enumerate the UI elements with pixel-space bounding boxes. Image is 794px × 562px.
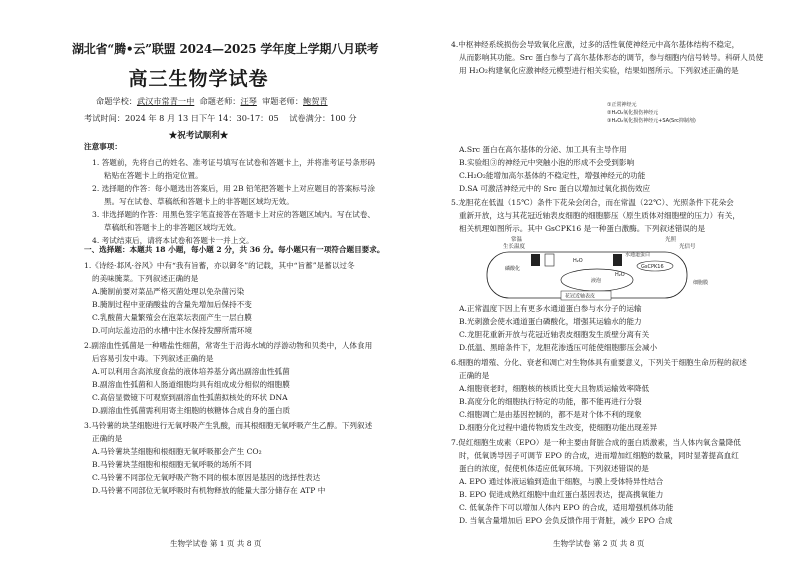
q4-stem-line: 用 H₂O₂构建氧化应激神经元模型进行相关实验，结果如图所示。下列叙述正确的是 [459, 66, 739, 75]
q5-option-c: C.龙胆花重新开放与花冠近轴表皮细胞发生质壁分离有关 [459, 330, 650, 339]
author-value: 汪琴 [240, 96, 257, 106]
label-h2o: H₂O [573, 258, 583, 264]
note-line: 3. 非选择题的作答：用黑色签字笔直接答在答题卡上对应的答题区域内。写在试卷、 [92, 210, 376, 219]
q4-option-c: C.H₂O₂能增加高尔基体的不稳定性，增强神经元的功能 [459, 171, 646, 180]
notes-title: 注意事项： [84, 142, 122, 151]
label-temp: 常温 [511, 237, 523, 243]
label-h2o: H₂O [615, 272, 625, 278]
section-heading: 一、选择题：本题共 18 小题，每小题 2 分，共 36 分。每小题只有一项符合题目要求。 [84, 245, 385, 254]
q5-stem-line: 重新开放，这与其花冠近轴表皮细胞的细胞膨压（原生质体对细胞壁的压力）有关， [459, 211, 740, 220]
exam-time-line [84, 113, 357, 124]
q3-stem-line: 正确的是 [92, 434, 123, 443]
q1-stem-line: 的美味腌菜。下列叙述正确的是 [92, 274, 199, 283]
page-footer: 生物学试卷 第 1 页 共 8 页 [170, 539, 262, 548]
label-vacuole: 液泡 [591, 278, 602, 284]
q5-option-b: B.光刺激会使水通道蛋白磷酸化，增强其运输水的能力 [459, 317, 642, 326]
q5-option-d: D.低温、黑暗条件下，龙胆花渗透压可能使细胞膨压会减小 [459, 343, 658, 352]
q6-option-c: C.细胞凋亡是由基因控制的，都不是对个体不利的现象 [459, 410, 642, 419]
label-flower: 花冠近轴表皮 [565, 293, 596, 300]
chart-legend [607, 101, 696, 124]
q2-stem-line: 后容易引发中毒。下列叙述正确的是 [92, 354, 214, 363]
q4-option-a: A.Src 蛋白在高尔基体的分泌、加工具有主导作用 [459, 145, 627, 154]
note-line: 1. 答题前，先将自己的姓名、准考证号填写在试卷和答题卡上，并将准考证号条形码 [92, 158, 376, 167]
note-line: 草稿纸和答题卡上的非答题区域均无效。 [104, 223, 241, 232]
school-label: 命题学校： [96, 96, 137, 106]
label-growth-temp: 生长温度 [503, 244, 526, 250]
q3-option-b: B.马铃薯块茎细胞和根细胞无氧呼吸的场所不同 [92, 460, 252, 469]
q7-stem-line: 时，低氧诱导因子可调节 EPO 的合成，进而增加红细胞的数量，同时显著提高血红 [459, 451, 739, 460]
legend-entry: ②H₂O₂氧化损伤神经元 [607, 110, 659, 116]
label-kinase: GsCPK16 [641, 264, 664, 270]
q3-stem-line: 3.马铃薯的块茎细胞进行无氧呼吸产生乳酸，而其根细胞无氧呼吸产生乙醇。下列叙述 [84, 421, 373, 430]
q7-option-b: B. EPO 促进成熟红细胞中血红蛋白基因表达，提高携氧能力 [459, 490, 664, 499]
q4-stem-line: 4.中枢神经系统损伤会导致氧化应激，过多的活性氧使神经元中高尔基体结构不稳定， [451, 40, 740, 49]
channel-protein [545, 254, 554, 266]
petal-cell-mechanism-diagram [457, 234, 757, 302]
q6-stem-line: 正确的是 [459, 371, 490, 380]
note-line: 黑。写在试卷、草稿纸和答题卡上的非答题区域均无效。 [104, 197, 294, 206]
q1-stem-line: 1.《诗经·邶风·谷风》中有“我有旨蓄，亦以御冬”的记载，其中“旨蓄”是蓄以过冬 [84, 261, 355, 270]
exam-score: 试卷满分：100 分 [289, 113, 357, 123]
q6-option-b: B.高度分化的细胞执行特定的功能，都不能再进行分裂 [459, 397, 642, 406]
blessing: ★祝考试顺利★ [168, 131, 229, 141]
q2-stem-line: 2.副溶血性弧菌是一种嗜盐性细菌，常寄生于沿海水域的浮游动物和贝类中，人体食用 [84, 341, 373, 350]
q4-stem-line: 从而影响其功能。Src 蛋白参与了高尔基体形态的调节，参与细胞内信号转导。科研人员使 [459, 53, 764, 62]
subject-title: 高三生物学试卷 [128, 68, 269, 90]
label-cell-membrane: 细胞膜 [693, 280, 709, 286]
exam-time: 考试时间：2024 年 8 月 13 日下午 14：30-17：05 [84, 113, 279, 123]
q3-option-c: C.马铃薯不同部位无氧呼吸产物不同的根本原因是基因的选择性表达 [92, 473, 321, 482]
legend-entry: ③H₂O₂氧化损伤神经元+SA(Src抑制剂) [607, 118, 696, 124]
reviewer-value: 鲍贺青 [303, 96, 328, 106]
q1-option-b: B.腌制过程中亚硝酸盐的含量先增加后保持不变 [92, 300, 252, 309]
q1-option-d: D.可向坛盖边沿的水槽中注水保持发酵所需环境 [92, 326, 253, 335]
q4-option-d: D.SA 可激活神经元中的 Src 蛋白以增加过氧化损伤效应 [459, 184, 651, 193]
page-footer: 生物学试卷 第 2 页 共 8 页 [553, 539, 645, 548]
right-page [397, 0, 794, 562]
q1-option-c: C.乳酸菌大量繁殖会在泡菜坛表面产生一层白膜 [92, 313, 252, 322]
q7-option-a: A. EPO 通过体液运输到造血干细胞，与膜上受体特异性结合 [459, 477, 664, 486]
q2-option-b: B.副溶血性弧菌和人肠道细胞均具有组成成分相似的细胞膜 [92, 380, 290, 389]
golgi-fragment-bar-chart [457, 76, 757, 142]
channel-protein [613, 254, 622, 266]
q5-stem-line: 相关机理如图所示。其中 GsCPK16 是一种蛋白激酶。下列叙述错误的是 [459, 224, 706, 233]
q3-option-a: A.马铃薯块茎细胞和根细胞无氧呼吸都会产生 CO₂ [92, 447, 262, 456]
q1-option-a: A.腌制前要对菜品严格灭菌处理以免杂菌污染 [92, 287, 245, 296]
label-light-signal: 光信号 [679, 244, 696, 250]
school-value: 武汉市常青一中 [136, 96, 195, 106]
q7-stem-line: 7.促红细胞生成素（EPO）是一种主要由肾脏合成的蛋白质激素，当人体内氧含量降低 [451, 438, 741, 447]
legend-entry: ①正常神经元 [607, 102, 637, 108]
exam-title-line: 湖北省“腾•云”联盟 2024—2025 学年度上学期八月联考 [72, 42, 379, 56]
reviewer-label: 审题老师： [262, 96, 304, 106]
note-line: 2. 选择题的作答：每小题选出答案后，用 2B 铅笔把答题卡上对应题目的答案标号涂 [92, 184, 376, 193]
channel-protein [531, 254, 540, 266]
authors-line [96, 96, 328, 107]
label-phospho: 磷酸化 [505, 266, 521, 272]
q7-option-d: D. 当氧含量增加后 EPO 会负反馈作用于肾脏，减少 EPO 合成 [459, 516, 673, 525]
note-line: 粘贴在答题卡上的指定位置。 [104, 171, 203, 180]
q2-option-c: C.高倍显微镜下可观察到副溶血性弧菌拟核处的环状 DNA [92, 393, 288, 402]
q4-option-b: B.实验组③的神经元中突触小泡的形成不会受到影响 [459, 158, 635, 167]
q2-option-a: A.可以利用含高浓度食盐的液体培养基分离出副溶血性弧菌 [92, 367, 290, 376]
q6-stem-line: 6.细胞的增殖、分化、衰老和凋亡对生物体具有重要意义，下列关于细胞生命历程的叙述 [451, 358, 747, 367]
note-line: 4. 考试结束后，请将本试卷和答题卡一并上交。 [92, 236, 254, 245]
author-label: 命题老师： [199, 96, 241, 106]
q3-option-d: D.马铃薯不同部位无氧呼吸时有机物释放的能量大部分储存在 ATP 中 [92, 486, 326, 495]
q7-option-c: C. 低氧条件下可以增加人体内 EPO 的合成，适用增强机体功能 [459, 503, 674, 512]
label-water-channel: 水通道蛋白 [625, 252, 651, 258]
q2-option-d: D.副溶血性弧菌需利用寄主细胞的核糖体合成自身的蛋白质 [92, 406, 291, 415]
q6-option-d: D.细胞分化过程中遗传物质发生改变，使细胞功能出现差异 [459, 423, 658, 432]
q5-stem-line: 5.龙胆花在低温（15℃）条件下花朵会闭合，而在常温（22℃）、光照条件下花朵会 [451, 198, 734, 207]
q6-option-a: A.细胞衰老时，细胞核的核质比变大且物质运输效率降低 [459, 384, 650, 393]
label-light: 光照 [665, 237, 677, 243]
q5-option-a: A.正常温度下因上有更多水通道蛋白参与水分子的运输 [459, 304, 642, 313]
q7-stem-line: 蛋白的浓度，促使机体适应低氧环境。下列叙述错误的是 [459, 464, 649, 473]
